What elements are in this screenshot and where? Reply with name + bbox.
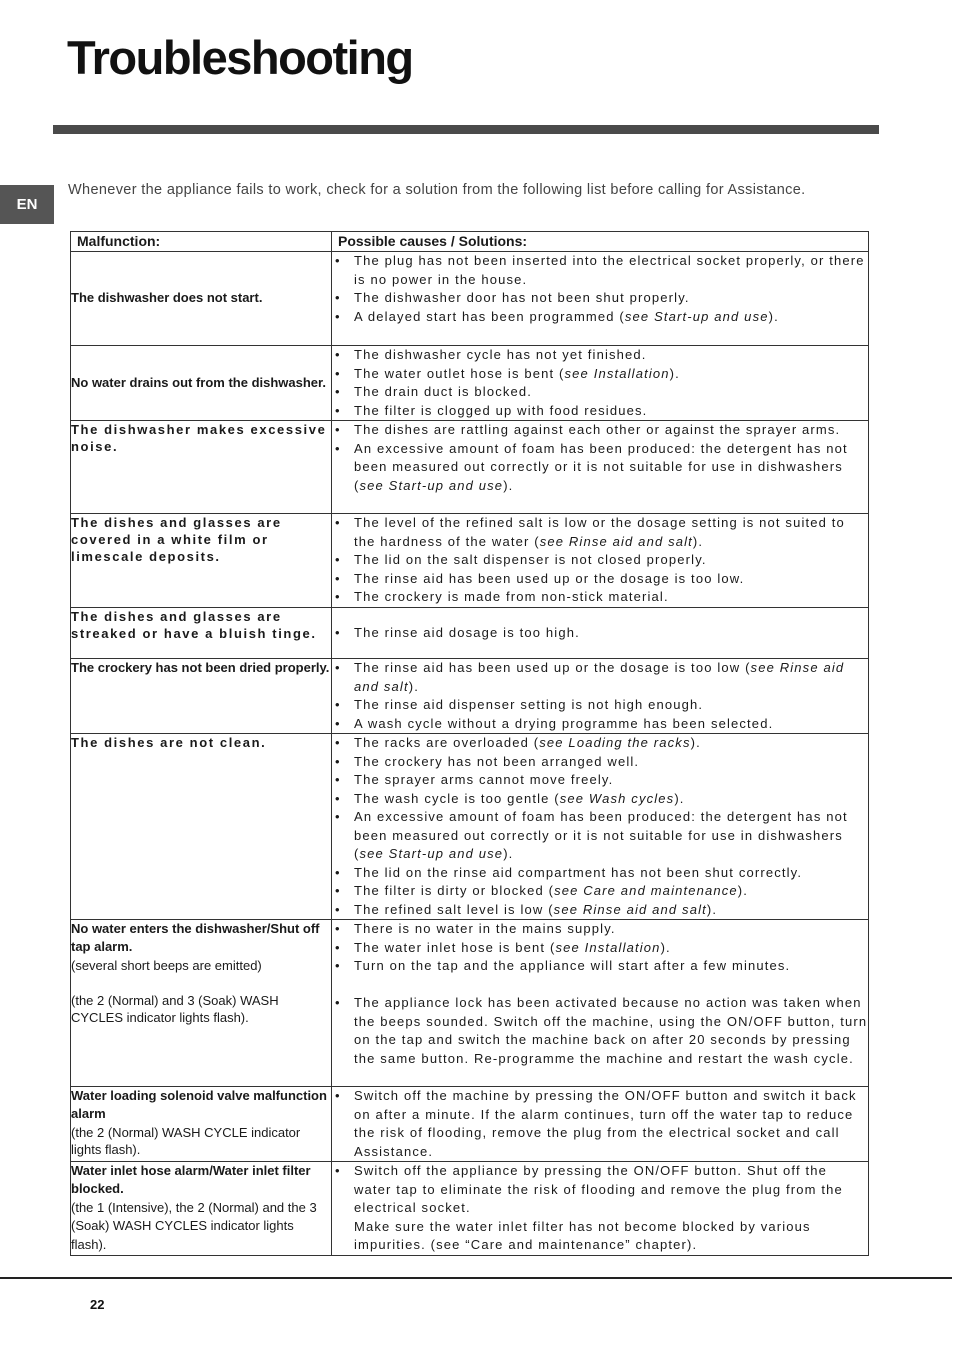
table-row [71, 1162, 869, 1256]
cause-item: • The filter is clogged up with food residues. [332, 402, 868, 421]
cause-item: • The racks are overloaded (see Loading the racks). [332, 734, 868, 753]
cause-item: • There is no water in the mains supply. [332, 920, 868, 939]
cause-item: • The wash cycle is too gentle (see Wash cycles). [332, 790, 868, 809]
causes-cell [332, 421, 869, 514]
malfunction-cell [71, 1087, 332, 1162]
table-row [71, 608, 869, 659]
malfunction-cell [71, 252, 332, 346]
malfunction-title: The dishwasher does not start. [71, 290, 263, 306]
cause-item: • The dishwasher door has not been shut properly. [332, 289, 868, 308]
cause-item: Make sure the water inlet filter has not become blocked by various impurities. (see “Care and maintenance” chapter). [354, 1218, 811, 1252]
language-tab: EN [0, 185, 54, 224]
causes-cell [332, 1162, 869, 1256]
table-header-row [71, 232, 869, 252]
malfunction-cell [71, 659, 332, 734]
cause-item: • The refined salt level is low (see Rinse aid and salt). [332, 901, 868, 920]
malfunction-title: The dishes and glasses are covered in a white film or limescale deposits. [71, 515, 282, 564]
cause-item: • A delayed start has been programmed (see Start-up and use). [332, 308, 868, 327]
cause-item: • The lid on the salt dispenser is not closed properly. [332, 551, 868, 570]
table-row [71, 1087, 869, 1162]
title-divider [53, 125, 879, 134]
cause-item: • The level of the refined salt is low or the dosage setting is not suited to the hardness of the water (see Rinse aid and salt). [332, 514, 868, 551]
table-row [71, 514, 869, 608]
malfunction-cell [71, 920, 332, 1087]
cause-item: • A wash cycle without a drying programme has been selected. [332, 715, 868, 734]
cause-item: • The rinse aid dispenser setting is not high enough. [332, 696, 868, 715]
cause-item: • The rinse aid dosage is too high. [332, 624, 868, 643]
malfunction-cell [71, 734, 332, 920]
malfunction-title: Water inlet hose alarm/Water inlet filter blocked. [71, 1163, 311, 1197]
causes-cell [332, 1087, 869, 1162]
cause-item: • An excessive amount of foam has been produced: the detergent has not been measured out correctly or it is not suitable for use in dishwashers (see Start-up and use). [332, 440, 868, 496]
page-title: Troubleshooting [67, 31, 413, 84]
malfunction-title: The dishes and glasses are streaked or have a bluish tinge. [71, 609, 317, 641]
malfunction-note: (several short beeps are emitted) [71, 957, 262, 973]
table-row [71, 421, 869, 514]
malfunction-note: (the 2 (Normal) and 3 (Soak) WASH CYCLES indicator lights flash). [71, 993, 279, 1026]
causes-cell [332, 346, 869, 421]
cause-item: • The lid on the rinse aid compartment has not been shut correctly. [332, 864, 868, 883]
intro-text: Whenever the appliance fails to work, check for a solution from the following list before calling for Assistance. [68, 182, 806, 198]
causes-cell [332, 514, 869, 608]
malfunction-title: The dishes are not clean. [71, 735, 267, 750]
cause-item: • The crockery is made from non-stick material. [332, 588, 868, 607]
malfunction-cell [71, 421, 332, 514]
malfunction-title: No water drains out from the dishwasher. [71, 374, 326, 390]
cause-item: • An excessive amount of foam has been produced: the detergent has not been measured out correctly or it is not suitable for use in dishwashers (see Start-up and use). [332, 808, 868, 864]
malfunction-cell [71, 514, 332, 608]
cause-item: • The rinse aid has been used up or the dosage is too low (see Rinse aid and salt). [332, 659, 868, 696]
malfunction-note: (the 1 (Intensive), the 2 (Normal) and the 3 (Soak) WASH CYCLES indicator lights flash). [71, 1199, 317, 1252]
table-row [71, 734, 869, 920]
table-row [71, 659, 869, 734]
cause-item: • The water outlet hose is bent (see Installation). [332, 365, 868, 384]
causes-cell [332, 734, 869, 920]
cause-item: • Switch off the appliance by pressing the ON/OFF button. Shut off the water tap to eliminate the risk of flooding and remove the plug from the electrical socket. [332, 1162, 868, 1218]
footer-divider [0, 1277, 952, 1279]
table-row [71, 346, 869, 421]
malfunction-note: (the 2 (Normal) WASH CYCLE indicator lights flash). [71, 1124, 301, 1157]
troubleshooting-table [70, 231, 869, 1256]
cause-item: • The dishwasher cycle has not yet finished. [332, 346, 868, 365]
malfunction-cell [71, 608, 332, 659]
malfunction-title: The dishwasher makes excessive noise. [71, 422, 327, 454]
cause-item: • The plug has not been inserted into the electrical socket properly, or there is no power in the house. [332, 252, 868, 289]
cause-item: • The crockery has not been arranged well. [332, 753, 868, 772]
header-causes: Possible causes / Solutions: [332, 232, 869, 252]
table-row [71, 920, 869, 1087]
cause-item: • The filter is dirty or blocked (see Care and maintenance). [332, 882, 868, 901]
cause-item: • Switch off the machine by pressing the ON/OFF button and switch it back on after a minute. If the alarm continues, turn off the water tap to reduce the risk of flooding, remove the plug from the electrical socket and call Assistance. [332, 1087, 868, 1161]
causes-cell [332, 608, 869, 659]
malfunction-title: No water enters the dishwasher/Shut off tap alarm. [71, 921, 320, 955]
page-number: 22 [90, 1297, 105, 1312]
cause-item: • The dishes are rattling against each other or against the sprayer arms. [332, 421, 868, 440]
malfunction-title: The crockery has not been dried properly. [71, 660, 330, 675]
cause-item: • The sprayer arms cannot move freely. [332, 771, 868, 790]
causes-cell [332, 659, 869, 734]
cause-item: • The drain duct is blocked. [332, 383, 868, 402]
table-row [71, 252, 869, 346]
cause-item: • The water inlet hose is bent (see Installation). [332, 939, 868, 958]
malfunction-cell [71, 1162, 332, 1256]
cause-item: • The appliance lock has been activated because no action was taken when the beeps sounded. Switch off the machine, using the ON/OFF button, turn on the tap and switch the machine back on after 20 seconds by pressing the same button. Re-programme the machine and restart the wash cycle. [332, 994, 868, 1068]
cause-item: • Turn on the tap and the appliance will start after a few minutes. [332, 957, 868, 976]
malfunction-cell [71, 346, 332, 421]
malfunction-title: Water loading solenoid valve malfunction alarm [71, 1088, 327, 1122]
header-malfunction: Malfunction: [71, 232, 332, 252]
causes-cell [332, 252, 869, 346]
causes-cell [332, 920, 869, 1087]
cause-item: • The rinse aid has been used up or the dosage is too low. [332, 570, 868, 589]
